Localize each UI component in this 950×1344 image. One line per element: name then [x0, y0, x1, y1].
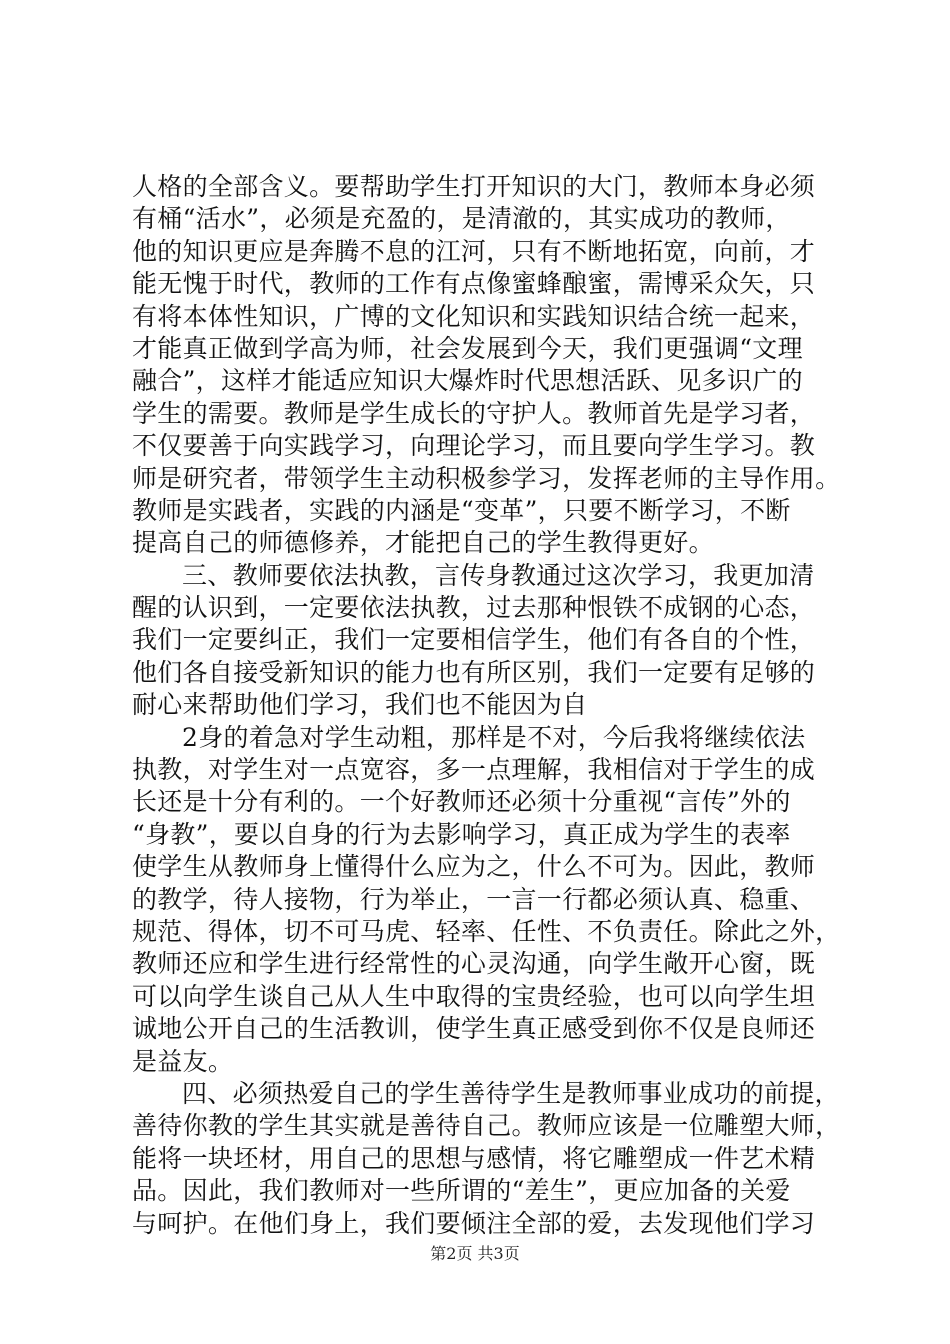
text-line: 有将本体性知识，广博的文化知识和实践知识结合统一起来， — [132, 301, 816, 331]
text-line: 执教，对学生对一点宽容，多一点理解，我相信对于学生的成 — [132, 755, 816, 785]
text-line: 能将一块坯材，用自己的思想与感情，将它雕塑成一件艺术精 — [132, 1143, 816, 1173]
text-line: 教师还应和学生进行经常性的心灵沟通，向学生敞开心窗，既 — [132, 949, 816, 979]
text-line: 师是研究者，带领学生主动积极参学习，发挥老师的主导作用。 — [132, 463, 841, 493]
text-line: 诚地公开自己的生活教训，使学生真正感受到你不仅是良师还 — [132, 1014, 816, 1044]
text-line: 我们一定要纠正，我们一定要相信学生，他们有各自的个性， — [132, 625, 816, 655]
text-line: 与呵护。在他们身上，我们要倾注全部的爱，去发现他们学习 — [132, 1208, 816, 1238]
text-line: 长还是十分有利的。一个好教师还必须十分重视“言传”外的 — [132, 787, 791, 817]
text-line: 提高自己的师德修养，才能把自己的学生教得更好。 — [132, 528, 714, 558]
body-text — [132, 171, 841, 1240]
text-line: 品。因此，我们教师对一些所谓的“差生”，更应加备的关爱 — [132, 1176, 791, 1206]
text-line: 醒的认识到，一定要依法执教，过去那种恨铁不成钢的心态， — [132, 593, 816, 623]
text-line: 他们各自接受新知识的能力也有所区别，我们一定要有足够的 — [132, 657, 816, 687]
text-line: 能无愧于时代，教师的工作有点像蜜蜂酿蜜，需博采众矢，只 — [132, 269, 816, 299]
text-line: 耐心来帮助他们学习，我们也不能因为自 — [132, 690, 588, 720]
text-line: 的教学，待人接物，行为举止，一言一行都必须认真、稳重、 — [132, 884, 816, 914]
text-line: 融合”，这样才能适应知识大爆炸时代思想活跃、见多识广的 — [132, 366, 803, 396]
text-line: 不仅要善于向实践学习，向理论学习，而且要向学生学习。教 — [132, 431, 816, 461]
text-line: 才能真正做到学高为师，社会发展到今天，我们更强调“文理 — [132, 333, 803, 363]
text-line: 学生的需要。教师是学生成长的守护人。教师首先是学习者， — [132, 398, 816, 428]
text-line: 使学生从教师身上懂得什么应为之，什么不可为。因此，教师 — [132, 852, 816, 882]
text-line: 四、必须热爱自己的学生善待学生是教师事业成功的前提， — [182, 1078, 840, 1108]
text-line: 他的知识更应是奔腾不息的江河，只有不断地拓宽，向前，才 — [132, 236, 816, 266]
text-line: 规范、得体，切不可马虎、轻率、任性、不负责任。除此之外， — [132, 916, 841, 946]
text-line: 善待你教的学生其实就是善待自己。教师应该是一位雕塑大师， — [132, 1111, 841, 1141]
text-line: “身教”，要以自身的行为去影响学习，真正成为学生的表率 — [132, 819, 791, 849]
page-footer: 第2页 共3页 — [430, 1244, 520, 1263]
text-line: 教师是实践者，实践的内涵是“变革”，只要不断学习，不断 — [132, 495, 791, 525]
text-line: 人格的全部含义。要帮助学生打开知识的大门，教师本身必须 — [132, 172, 816, 201]
text-line: 有桶“活水”，必须是充盈的，是清澈的，其实成功的教师， — [132, 204, 791, 234]
text-line: 是益友。 — [132, 1046, 234, 1076]
text-line: 2身的着急对学生动粗，那样是不对，今后我将继续依法 — [182, 722, 806, 752]
text-line: 可以向学生谈自己从人生中取得的宝贵经验，也可以向学生坦 — [132, 981, 816, 1011]
text-line: 三、教师要依法执教，言传身教通过这次学习，我更加清 — [182, 560, 815, 590]
